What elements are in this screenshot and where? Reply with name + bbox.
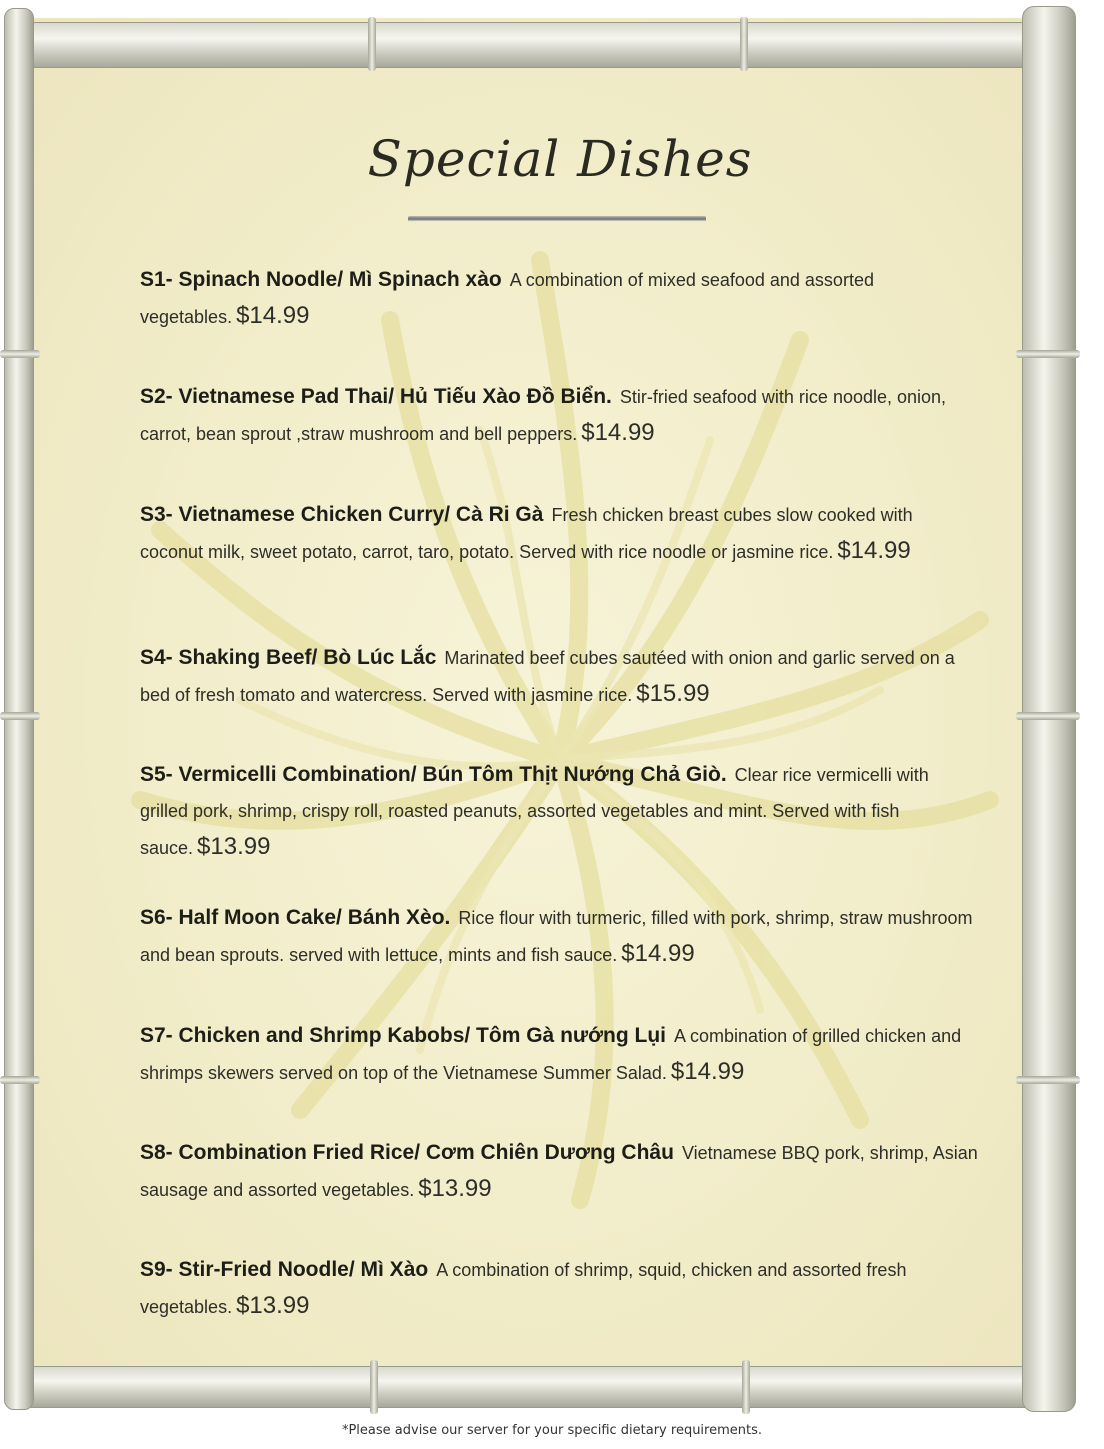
dish-name: S5- Vermicelli Combination/ Bún Tôm Thịt Nướng Chả Giò. bbox=[140, 763, 727, 786]
menu-item-s8 bbox=[140, 1135, 978, 1208]
bamboo-node bbox=[1016, 712, 1080, 720]
bamboo-top-pole bbox=[24, 22, 1038, 68]
bamboo-node bbox=[742, 1360, 750, 1414]
dish-name: S6- Half Moon Cake/ Bánh Xèo. bbox=[140, 906, 451, 929]
dish-price: $14.99 bbox=[670, 1058, 745, 1085]
menu-item-s2 bbox=[140, 379, 978, 452]
dish-price: $15.99 bbox=[636, 680, 710, 707]
bamboo-node bbox=[0, 1076, 40, 1084]
dish-price: $14.99 bbox=[621, 940, 695, 967]
dish-name: S8- Combination Fried Rice/ Cơm Chiên Dương Châu bbox=[140, 1141, 674, 1164]
menu-item-s9 bbox=[140, 1252, 978, 1325]
bamboo-node bbox=[1016, 1076, 1080, 1084]
menu-item-s1 bbox=[140, 262, 978, 335]
dish-description: A combination of shrimp, squid, chicken and assorted fresh vegetables. bbox=[140, 1260, 907, 1317]
dish-price: $13.99 bbox=[197, 833, 271, 860]
dish-description: A combination of mixed seafood and assorted vegetables. bbox=[140, 270, 874, 327]
bamboo-node bbox=[0, 350, 40, 358]
menu-item-s3 bbox=[140, 497, 978, 570]
dish-price: $14.99 bbox=[837, 537, 911, 564]
dish-description: Vietnamese BBQ pork, shrimp, Asian sausage and assorted vegetables. bbox=[140, 1143, 978, 1200]
dish-name: S9- Stir-Fried Noodle/ Mì Xào bbox=[140, 1258, 429, 1281]
bamboo-left-pole bbox=[4, 8, 34, 1410]
dish-name: S3- Vietnamese Chicken Curry/ Cà Ri Gà bbox=[140, 503, 544, 526]
dish-price: $13.99 bbox=[418, 1175, 492, 1202]
title-divider bbox=[408, 216, 706, 222]
dish-price: $13.99 bbox=[236, 1292, 310, 1319]
dietary-footnote: *Please advise our server for your specific dietary requirements. bbox=[341, 1423, 763, 1438]
dish-price: $14.99 bbox=[236, 302, 310, 329]
menu-item-s4 bbox=[140, 640, 978, 713]
dish-name: S2- Vietnamese Pad Thai/ Hủ Tiếu Xào Đồ Biển. bbox=[140, 385, 612, 408]
menu-item-s7 bbox=[140, 1018, 978, 1091]
dish-description: Stir-fried seafood with rice noodle, onion, carrot, bean sprout ,straw mushroom and bell peppers. bbox=[140, 387, 947, 444]
dish-name: S7- Chicken and Shrimp Kabobs/ Tôm Gà nướng Lụi bbox=[140, 1024, 667, 1047]
dish-description: Clear rice vermicelli with grilled pork, shrimp, crispy roll, roasted peanuts, assorted vegetables and mint. Served with fish sauce. bbox=[140, 765, 929, 858]
dish-name: S4- Shaking Beef/ Bò Lúc Lắc bbox=[140, 646, 437, 669]
bamboo-node bbox=[370, 1360, 378, 1414]
dish-description: A combination of grilled chicken and shrimps skewers served on top of the Vietnamese Summer Salad. bbox=[140, 1026, 962, 1083]
dish-price: $14.99 bbox=[581, 419, 655, 446]
bamboo-node bbox=[368, 17, 376, 71]
bamboo-node bbox=[0, 712, 40, 720]
dish-name: S1- Spinach Noodle/ Mì Spinach xào bbox=[140, 268, 502, 291]
dish-description: Fresh chicken breast cubes slow cooked with coconut milk, sweet potato, carrot, taro, potato. Served with rice noodle or jasmine rice. bbox=[140, 505, 913, 562]
bamboo-right-pole bbox=[1022, 6, 1076, 1412]
menu-item-s5 bbox=[140, 757, 978, 866]
menu-title: Special Dishes bbox=[367, 130, 753, 188]
dish-description: Marinated beef cubes sautéed with onion and garlic served on a bed of fresh tomato and watercress. Served with jasmine rice. bbox=[140, 648, 955, 705]
bamboo-node bbox=[740, 17, 748, 71]
bamboo-bottom-pole bbox=[24, 1366, 1038, 1408]
dish-description: Rice flour with turmeric, filled with pork, shrimp, straw mushroom and bean sprouts. served with lettuce, mints and fish sauce. bbox=[140, 908, 973, 965]
menu-item-s6 bbox=[140, 900, 978, 973]
bamboo-node bbox=[1016, 350, 1080, 358]
